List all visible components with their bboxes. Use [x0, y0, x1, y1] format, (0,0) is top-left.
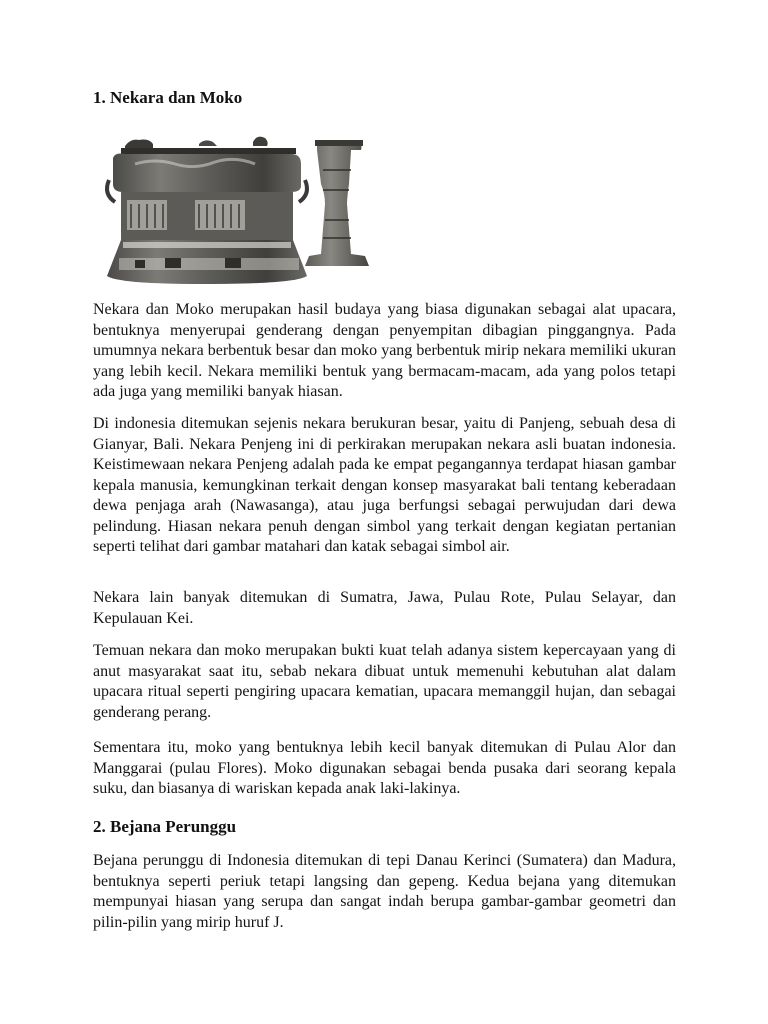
moko-drum-illustration	[305, 140, 369, 266]
paragraph: Temuan nekara dan moko merupakan bukti kuat telah adanya sistem kepercayaan yang di anut masyarakat saat itu, sebab nekara dibuat untuk memenuhi kebutuhan alat dalam upacara ritual seperti pengiring upacara kematian, upacara memanggil hujan, dan sebagai genderang perang.	[93, 642, 676, 721]
paragraph: Nekara dan Moko merupakan hasil budaya yang biasa digunakan sebagai alat upacara, bentuknya menyerupai genderang dengan penyempitan dibagian pinggangnya. Pada umumnya nekara berbentuk besar dan moko yang berbentuk mirip nekara memiliki ukuran yang lebih kecil. Nekara memiliki bentuk yang bermacam-macam, ada yang polos tetapi ada juga yang memiliki banyak hiasan.	[93, 301, 676, 400]
paragraph: Di indonesia ditemukan sejenis nekara berukuran besar, yaitu di Panjeng, sebuah desa di Gianyar, Bali. Nekara Penjeng ini di perkirakan merupakan nekara asli buatan indonesia. Keistimewaan nekara Penjeng adalah pada ke empat pegangannya terdapat hiasan gambar kepala manusia, kemungkinan terkait dengan konsep masyarakat bali tentang keberadaan dewa penjaga arah (Nawasanga), atau juga berfungsi sebagai perwujudan dari dewa pelindung. Hiasan nekara penuh dengan simbol yang terkait dengan kegiatan pertanian seperti telihat dari gambar matahari dan katak sebagai simbol air.	[93, 415, 676, 555]
paragraph: Nekara lain banyak ditemukan di Sumatra, Jawa, Pulau Rote, Pulau Selayar, dan Kepulauan Kei.	[93, 589, 676, 627]
paragraph: Bejana perunggu di Indonesia ditemukan di tepi Danau Kerinci (Sumatera) dan Madura, bentuknya seperti periuk tetapi langsing dan gepeng. Kedua bejana yang ditemukan mempunyai hiasan yang serupa dan sangat indah berupa gambar-gambar geometri dan pilin-pilin yang mirip huruf J.	[93, 852, 676, 931]
nekara-drum-illustration	[107, 137, 307, 284]
paragraph: Sementara itu, moko yang bentuknya lebih kecil banyak ditemukan di Pulau Alor dan Manggarai (pulau Flores). Moko digunakan sebagai benda pusaka dari seorang kepala suku, dan biasanya di wariskan kepada anak laki-lakinya.	[93, 739, 676, 797]
section-heading-nekara-dan-moko: 1. Nekara dan Moko	[93, 88, 243, 107]
nekara-moko-photo	[95, 124, 387, 286]
section-heading-bejana-perunggu: 2. Bejana Perunggu	[93, 817, 237, 836]
